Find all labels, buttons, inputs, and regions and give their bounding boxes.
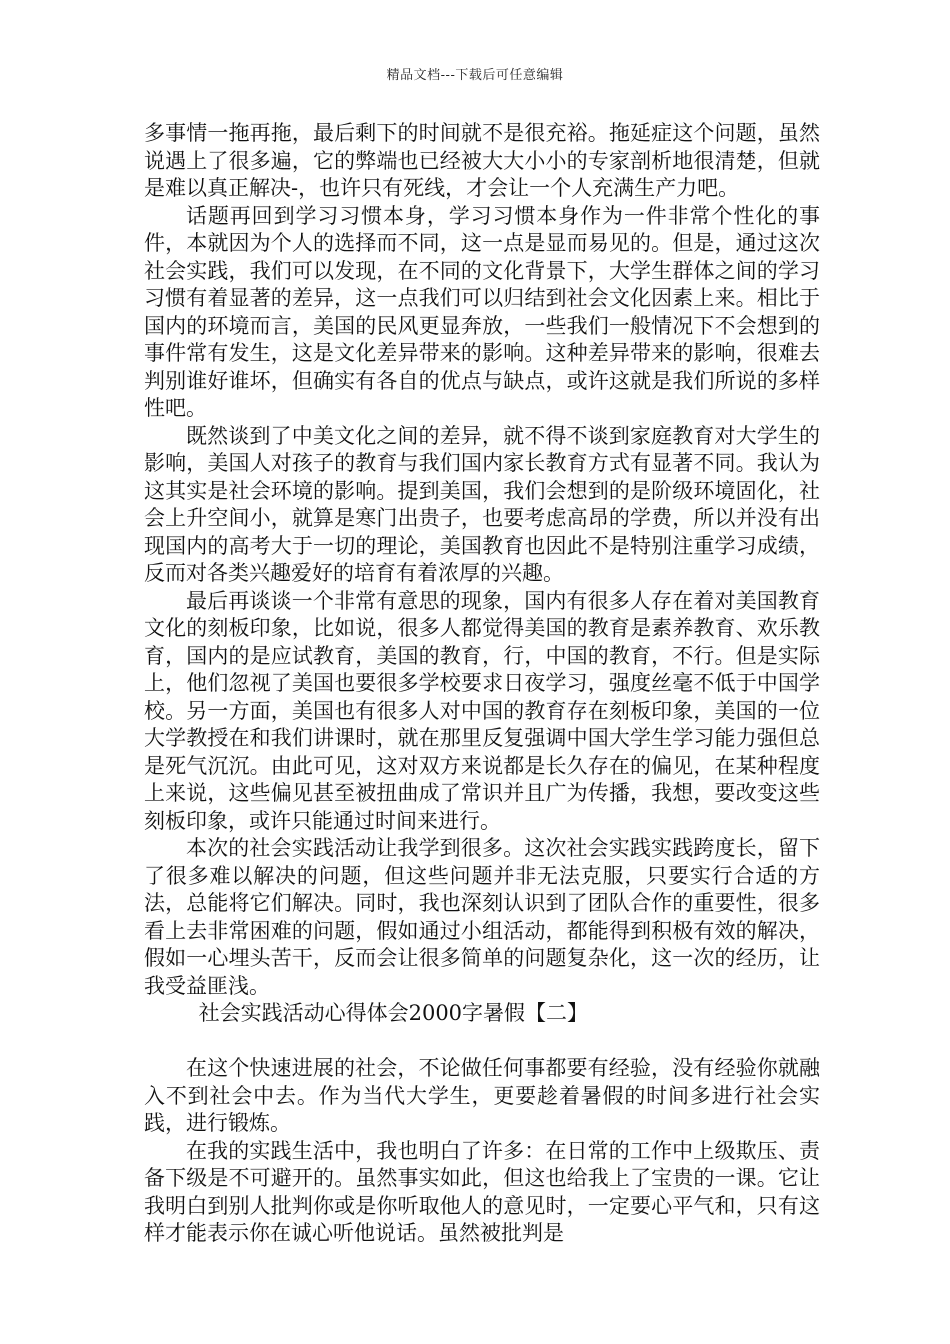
section-subtitle: 社会实践活动心得体会2000字暑假【二】 (198, 1001, 589, 1025)
paragraph-5: 本次的社会实践活动让我学到很多。这次社会实践实践跨度长，留下了很多难以解决的问题，但这些问题并非无法克服，只要实行合适的方法，总能将它们解决。同时，我也深刻认识到了团队合作的重要性，很多看上去非常困难的问题，假如通过小组活动，都能得到积极有效的解决，假如一心埋头苦干，反而会让很多简单的问题复杂化，这一次的经历，让我受益匪浅。 (144, 836, 820, 998)
paragraph-7: 在我的实践生活中，我也明白了许多：在日常的工作中上级欺压、责备下级是不可避开的。虽然事实如此，但这也给我上了宝贵的一课。它让我明白到别人批判你或是你听取他人的意见时，一定要心平气和，只有这样才能表示你在诚心听他说话。虽然被批判是 (144, 1138, 820, 1245)
paragraph-3: 既然谈到了中美文化之间的差异，就不得不谈到家庭教育对大学生的影响，美国人对孩子的教育与我们国内家长教育方式有显著不同。我认为这其实是社会环境的影响。提到美国，我们会想到的是阶级环境固化，社会上升空间小，就算是寒门出贵子，也要考虑高昂的学费，所以并没有出现国内的高考大于一切的理论，美国教育也因此不是特别注重学习成绩，反而对各类兴趣爱好的培育有着浓厚的兴趣。 (144, 423, 820, 585)
paragraph-6: 在这个快速进展的社会，不论做任何事都要有经验，没有经验你就融入不到社会中去。作为当代大学生，更要趁着暑假的时间多进行社会实践，进行锻炼。 (144, 1056, 820, 1135)
page-header: 精品文档---下载后可任意编辑 (386, 68, 564, 83)
paragraph-2: 话题再回到学习习惯本身，学习习惯本身作为一件非常个性化的事件，本就因为个人的选择而不同，这一点是显而易见的。但是，通过这次社会实践，我们可以发现，在不同的文化背景下，大学生群体之间的学习习惯有着显著的差异，这一点我们可以归结到社会文化因素上来。相比于国内的环境而言，美国的民风更显奔放，一些我们一般情况下不会想到的事件常有发生，这是文化差异带来的影响。这种差异带来的影响，很难去判别谁好谁坏，但确实有各自的优点与缺点，或许这就是我们所说的多样性吧。 (144, 203, 820, 420)
paragraph-1: 多事情一拖再拖，最后剩下的时间就不是很充裕。拖延症这个问题，虽然说遇上了很多遍，它的弊端也已经被大大小小的专家剖析地很清楚，但就是难以真正解决-，也许只有死线，才会让一个人充满生产力吧。 (144, 121, 820, 200)
blank-line (144, 1028, 820, 1056)
paragraph-4: 最后再谈谈一个非常有意思的现象，国内有很多人存在着对美国教育文化的刻板印象，比如说，很多人都觉得美国的教育是素养教育、欢乐教育，国内的是应试教育，美国的教育，行，中国的教育，不行。但是实际上，他们忽视了美国也要很多学校要求日夜学习，强度丝毫不低于中国学校。另一方面，美国也有很多人对中国的教育存在刻板印象，美国的一位大学教授在和我们讲课时，就在那里反复强调中国大学生学习能力强但总是死气沉沉。由此可见，这对双方来说都是长久存在的偏见，在某种程度上来说，这些偏见甚至被扭曲成了常识并且广为传播，我想，要改变这些刻板印象，或许只能通过时间来进行。 (144, 588, 820, 833)
document-body (144, 120, 820, 1248)
